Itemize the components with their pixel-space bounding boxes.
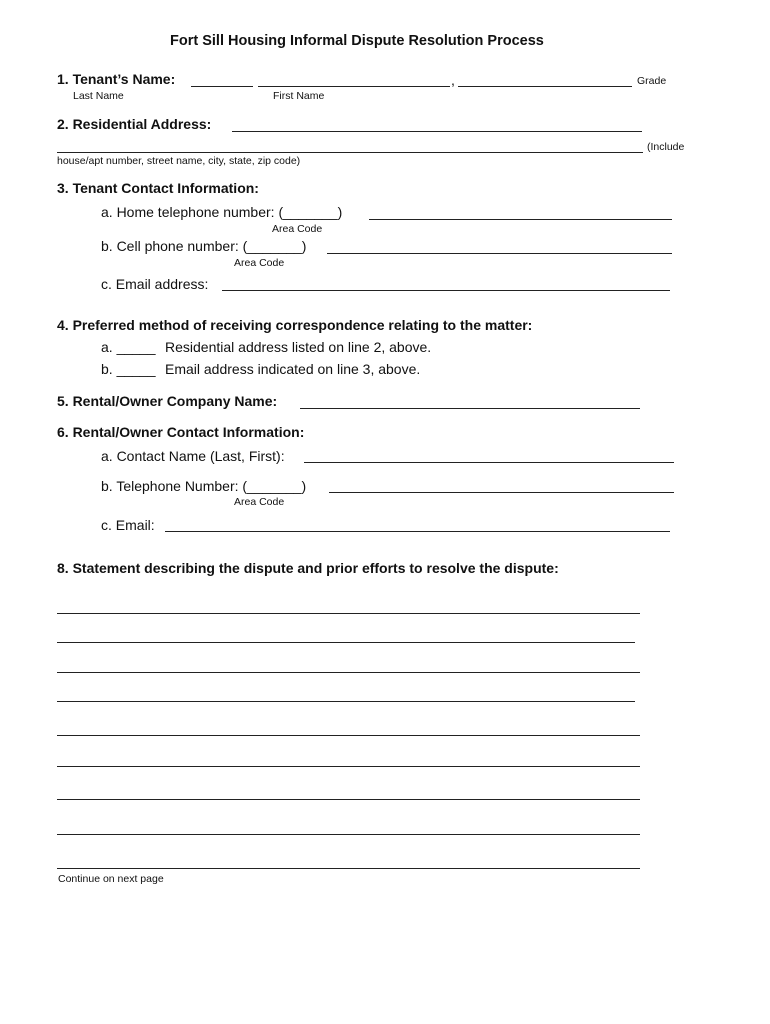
name-comma: , <box>451 72 455 88</box>
statement-line[interactable] <box>57 766 640 767</box>
cell-area-code-caption: Area Code <box>234 257 285 269</box>
contact-name-field[interactable] <box>304 462 674 463</box>
cell-phone-label: b. Cell phone number: (_______) <box>101 238 307 254</box>
option-b-text: Email address indicated on line 3, above. <box>165 361 421 377</box>
home-phone-label: a. Home telephone number: (_______) <box>101 204 343 220</box>
option-a-text: Residential address listed on line 2, above. <box>165 339 432 355</box>
residential-address-field-2[interactable] <box>57 152 643 153</box>
address-hint: house/apt number, street name, city, state, zip code) <box>57 155 301 167</box>
statement-line[interactable] <box>57 735 640 736</box>
statement-line[interactable] <box>57 799 640 800</box>
owner-phone-label: b. Telephone Number: (_______) <box>101 478 307 494</box>
owner-email-label: c. Email: <box>101 517 155 533</box>
residential-address-label: 2. Residential Address: <box>57 116 212 132</box>
owner-phone-field[interactable] <box>329 492 674 493</box>
tenant-grade-field[interactable] <box>458 86 632 87</box>
tenant-last-name-field[interactable] <box>191 86 253 87</box>
owner-email-field[interactable] <box>165 531 670 532</box>
statement-line[interactable] <box>57 834 640 835</box>
tenant-name-label: 1. Tenant’s Name: <box>57 71 176 87</box>
home-area-code-caption: Area Code <box>272 223 323 235</box>
first-name-caption: First Name <box>273 90 325 102</box>
grade-label: Grade <box>637 75 667 87</box>
continue-note: Continue on next page <box>58 873 164 885</box>
residential-address-field-1[interactable] <box>232 131 642 132</box>
home-phone-field[interactable] <box>369 219 672 220</box>
tenant-email-field[interactable] <box>222 290 670 291</box>
page-title: Fort Sill Housing Informal Dispute Resolution Process <box>170 33 544 49</box>
dispute-statement-label: 8. Statement describing the dispute and prior efforts to resolve the dispute: <box>57 560 559 576</box>
correspondence-method-label: 4. Preferred method of receiving correspondence relating to the matter: <box>57 317 533 333</box>
tenant-first-name-field[interactable] <box>258 86 450 87</box>
statement-line[interactable] <box>57 672 640 673</box>
tenant-contact-label: 3. Tenant Contact Information: <box>57 180 259 196</box>
tenant-email-label: c. Email address: <box>101 276 209 292</box>
owner-area-code-caption: Area Code <box>234 496 285 508</box>
company-name-label: 5. Rental/Owner Company Name: <box>57 393 278 409</box>
statement-line[interactable] <box>57 613 640 614</box>
company-name-field[interactable] <box>300 408 640 409</box>
address-include-note: (Include <box>647 141 685 153</box>
owner-contact-label: 6. Rental/Owner Contact Information: <box>57 424 305 440</box>
statement-line[interactable] <box>57 868 640 869</box>
statement-line[interactable] <box>57 701 635 702</box>
last-name-caption: Last Name <box>73 90 124 102</box>
cell-phone-field[interactable] <box>327 253 672 254</box>
contact-name-label: a. Contact Name (Last, First): <box>101 448 285 464</box>
option-b-checkbox[interactable]: b. _____ <box>101 361 156 377</box>
statement-line[interactable] <box>57 642 635 643</box>
option-a-checkbox[interactable]: a. _____ <box>101 339 156 355</box>
